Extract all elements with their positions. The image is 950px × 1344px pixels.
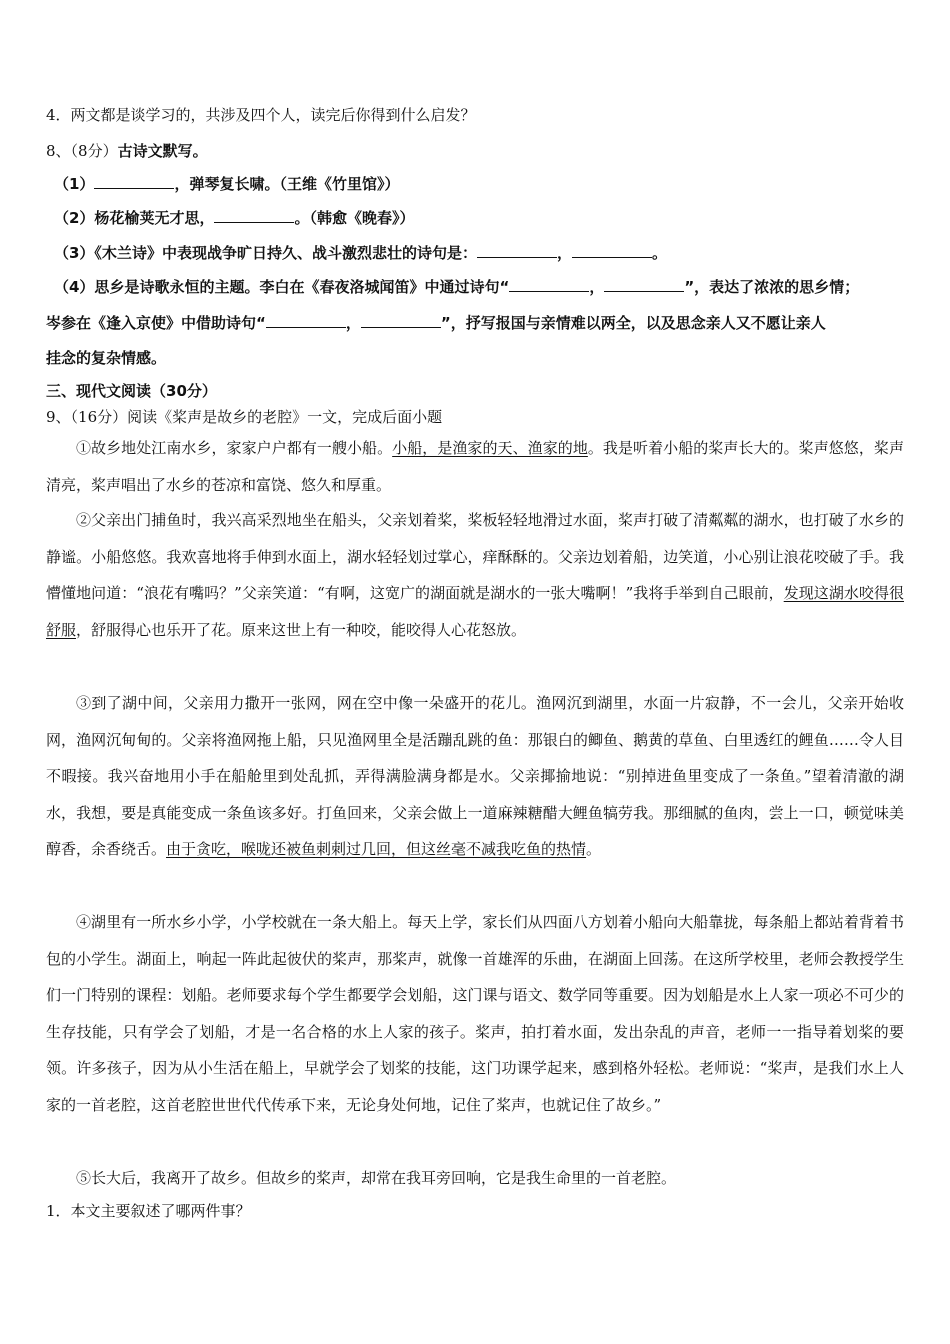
answer-blank[interactable]: [214, 208, 294, 223]
line-4a-suffix: ”，表达了浓浓的思乡情；: [684, 278, 860, 296]
line-1-suffix: ，弹琴复长啸。（王维《竹里馆》）: [174, 175, 400, 193]
answer-blank[interactable]: [509, 277, 589, 292]
line-2-prefix: （2）杨花榆荚无才思，: [54, 209, 215, 227]
p3-text-rest: 。: [586, 840, 602, 858]
line-3-prefix: （3）《木兰诗》中表现战争旷日持久、战斗激烈悲壮的诗句是：: [54, 244, 477, 262]
line-2-suffix: 。（韩愈《晚春》）: [294, 209, 415, 227]
line-4b-prefix: 岑参在《逢入京使》中借助诗句“: [46, 314, 266, 332]
answer-blank[interactable]: [266, 313, 346, 328]
p1-text: ①故乡地处江南水乡，家家户户都有一艘小船。: [76, 439, 393, 457]
question-8-line-3: [54, 242, 667, 263]
answer-blank[interactable]: [604, 277, 684, 292]
answer-blank[interactable]: [361, 313, 441, 328]
passage-paragraph-4: ④湖里有一所水乡小学，小学校就在一条大船上。每天上学，家长们从四面八方划着小船向大船靠拢，每条船上都站着背着书包的小学生。湖面上，响起一阵此起彼伏的桨声，那桨声，就像一首雄浑的乐曲，在湖面上回荡。在这所学校里，老师会教授学生们一门特别的课程：划船。老师要求每个学生都要学会划船，这门课与语文、数学同等重要。因为划船是水上人家一项必不可少的生存技能，只有学会了划船，才是一名合格的水上人家的孩子。桨声，拍打着水面，发出杂乱的声音，老师一一指导着划桨的要领。许多孩子，因为从小生活在船上，早就学会了划桨的技能，这门功课学起来，感到格外轻松。老师说：“桨声，是我们水上人家的一首老腔，这首老腔世世代代传承下来，无论身处何地，记住了桨声，也就记住了故乡。”: [46, 913, 904, 1114]
passage-paragraph-3: [46, 685, 904, 868]
p3-underlined-sentence: 由于贪吃，喉咙还被鱼刺刺过几回，但这丝毫不减我吃鱼的热情: [166, 840, 587, 858]
line-3-suffix: 。: [651, 244, 667, 262]
line-1-prefix: （1）: [54, 175, 95, 193]
p2-text-rest: ，舒服得心也乐开了花。原来这世上有一种咬，能咬得人心花怒放。: [76, 620, 527, 639]
p2-underlined-phrase: 发现这湖水咬得很舒服: [46, 584, 904, 639]
question-8-line-4b: [46, 312, 826, 333]
question-8-line-1: [54, 173, 399, 194]
question-9-intro: 9、（16分）阅读《桨声是故乡的老腔》一文，完成后面小题: [46, 408, 443, 426]
section-3-heading: 三、现代文阅读（30分）: [46, 382, 217, 400]
line-4b-suffix: ”，抒写报国与亲情难以两全，以及思念亲人又不愿让亲人: [440, 314, 826, 332]
answer-blank[interactable]: [94, 174, 174, 189]
p2-text: ②父亲出门捕鱼时，我兴高采烈地坐在船头，父亲划着桨，桨板轻轻地滑过水面，桨声打破了清粼粼的湖水，也打破了水乡的静谧。小船悠悠。我欢喜地将手伸到水面上，湖水轻轻划过掌心，痒酥酥的。父亲边划着船，边笑道，小心别让浪花咬破了手。我懵懂地问道：“浪花有嘴吗？”父亲笑道：“有啊，这宽广的湖面就是湖水的一张大嘴啊！”我将手举到自己眼前，: [46, 511, 904, 602]
p3-text: ③到了湖中间，父亲用力撒开一张网，网在空中像一朵盛开的花儿。渔网沉到湖里，水面一片寂静，不一会儿，父亲开始收网，渔网沉甸甸的。父亲将渔网拖上船，只见渔网里全是活蹦乱跳的鱼：那银白的鲫鱼、鹅黄的草鱼、白里透红的鲤鱼……令人目不暇接。我兴奋地用小手在船舱里到处乱抓，弄得满脸满身都是水。父亲揶揄地说：“别掉进鱼里变成了一条鱼。”望着清澈的湖水，我想，要是真能变成一条鱼该多好。打鱼回来，父亲会做上一道麻辣糖醋大鲤鱼犒劳我。那细腻的鱼肉，尝上一口，顿觉味美醇香，余香绕舌。: [46, 694, 904, 858]
question-8-title: 古诗文默写。: [117, 142, 208, 160]
question-8-number: 8、（8分）: [46, 142, 118, 160]
question-8-heading: [46, 140, 208, 161]
line-4a-prefix: （4）思乡是诗歌永恒的主题。李白在《春夜洛城闻笛》中通过诗句“: [54, 278, 510, 296]
passage-paragraph-1: [46, 430, 904, 503]
line-4a-comma: ，: [589, 278, 605, 296]
line-3-comma: ，: [556, 244, 572, 262]
answer-blank[interactable]: [477, 243, 557, 258]
p1-underlined-phrase: 小船，是渔家的天、渔家的地: [392, 439, 588, 457]
passage-paragraph-2: [46, 502, 904, 648]
question-8-line-4c: 挂念的复杂情感。: [46, 349, 167, 367]
passage-paragraph-5: ⑤长大后，我离开了故乡。但故乡的桨声，却常在我耳旁回响，它是我生命里的一首老腔。: [76, 1169, 677, 1187]
question-8-line-4a: [54, 276, 859, 297]
sub-question-1: 1．本文主要叙述了哪两件事？: [46, 1202, 251, 1220]
answer-blank[interactable]: [572, 243, 652, 258]
question-4-line: 4．两文都是谈学习的，共涉及四个人，读完后你得到什么启发？: [46, 106, 476, 124]
question-8-line-2: [54, 207, 414, 228]
p1-text-rest: 。我是听着小船的桨声长大的。桨声悠悠，桨声清亮，桨声唱出了水乡的苍凉和富饶、悠久和厚重。: [46, 439, 904, 494]
line-4b-comma: ，: [345, 314, 361, 332]
